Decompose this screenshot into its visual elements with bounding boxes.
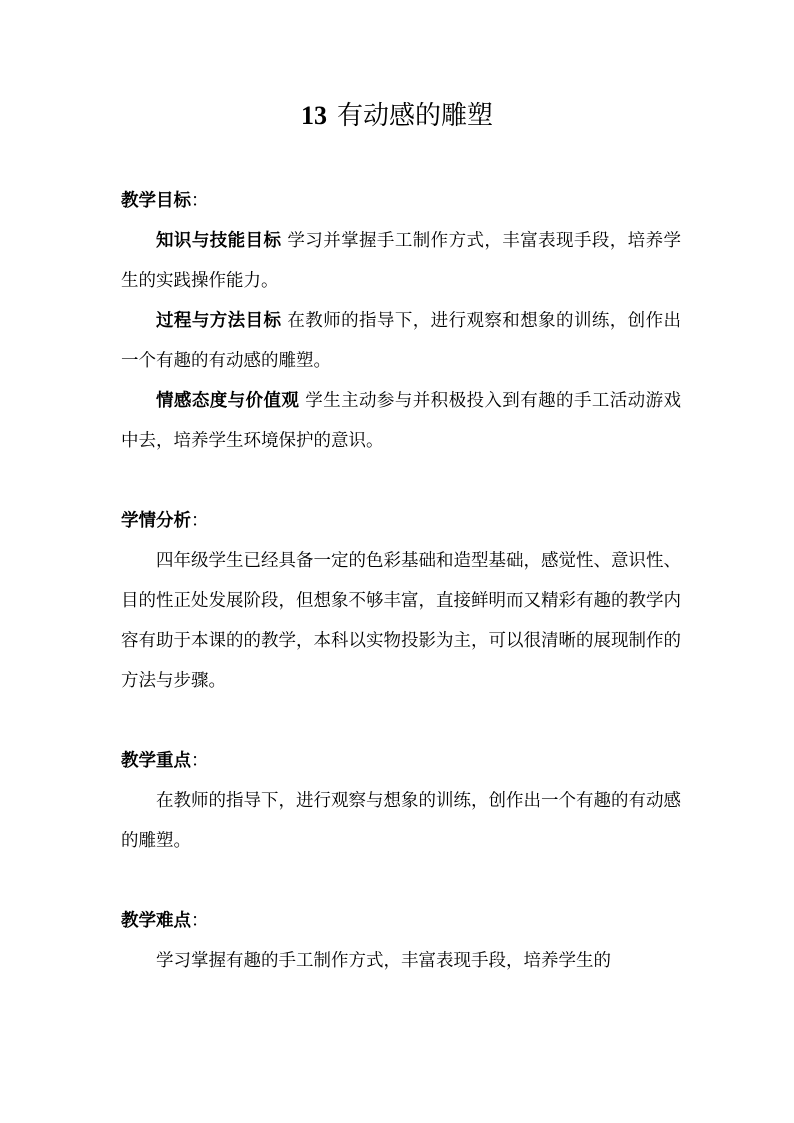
title-text: 有动感的雕塑 — [336, 101, 493, 131]
objective-lead: 情感态度与价值观 — [156, 391, 300, 411]
title-number: 13 — [300, 101, 327, 130]
objective-text: 学生主动参与并积极投入到有趣的手工活动游戏中去，培养学生环境保护的意识。 — [121, 391, 682, 451]
objective-text: 学习并掌握手工制作方式，丰富表现手段，培养学生的实践操作能力。 — [121, 231, 682, 291]
objective-attitude — [121, 381, 681, 461]
section-objectives — [121, 181, 681, 461]
objective-knowledge — [121, 221, 681, 301]
difficulties-text: 学习掌握有趣的手工制作方式，丰富表现手段，培养学生的 — [156, 951, 611, 971]
spacer — [121, 861, 681, 901]
objective-text: 在教师的指导下，进行观察和想象的训练，创作出一个有趣的有动感的雕塑。 — [121, 311, 682, 371]
spacer — [121, 701, 681, 741]
objective-lead: 知识与技能目标 — [156, 231, 282, 251]
section-difficulties — [121, 901, 681, 981]
objective-lead: 过程与方法目标 — [156, 311, 282, 331]
section-analysis — [121, 501, 681, 701]
objective-process — [121, 301, 681, 381]
section-heading: 教学目标： — [121, 191, 209, 211]
document-title — [0, 96, 794, 136]
section-key-points — [121, 741, 681, 861]
section-heading: 教学难点： — [121, 911, 209, 931]
section-heading: 教学重点： — [121, 751, 209, 771]
key-points-text: 在教师的指导下，进行观察与想象的训练，创作出一个有趣的有动感的雕塑。 — [121, 791, 681, 851]
spacer — [121, 461, 681, 501]
section-heading: 学情分析： — [121, 511, 209, 531]
analysis-text: 四年级学生已经具备一定的色彩基础和造型基础，感觉性、意识性、目的性正处发展阶段，但想象不够丰富，直接鲜明而又精彩有趣的教学内容有助于本课的的教学，本科以实物投影为主，可以很清晰的展现制作的方法与步骤。 — [121, 551, 681, 691]
document-body — [121, 181, 681, 981]
